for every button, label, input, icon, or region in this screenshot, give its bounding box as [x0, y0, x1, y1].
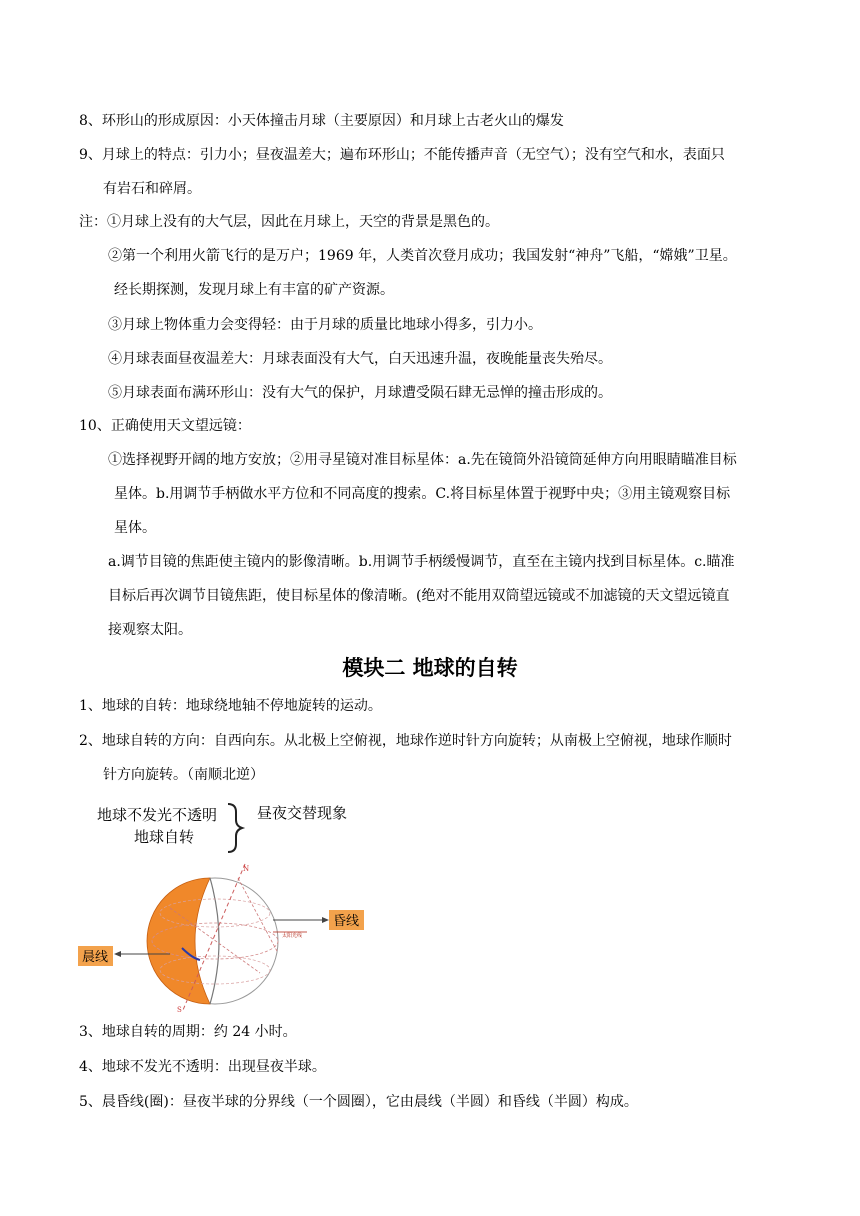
telescope-step1-line2: 星体。b.用调节手柄做水平方位和不同高度的搜索。C.将目标星体置于视野中央；③用主镜观察目标	[114, 486, 731, 502]
dusk-arrow-head	[322, 917, 329, 923]
note-1: 注：①月球上没有的大气层，因此在月球上，天空的背景是黑色的。	[79, 214, 499, 230]
telescope-step2-line1: a.调节目镜的焦距使主镜内的影像清晰。b.用调节手柄缓慢调节，直至在主镜内找到目标星体。c.瞄准	[108, 554, 735, 570]
rotation-item-1: 1、地球的自转：地球绕地轴不停地旋转的运动。	[79, 698, 382, 714]
dawn-arrow-head	[114, 951, 121, 957]
rotation-item-3: 3、地球自转的周期：约 24 小时。	[79, 1024, 297, 1040]
cause-label-2: 地球自转	[134, 828, 195, 846]
brace-icon	[228, 804, 242, 852]
dawn-label: 晨线	[82, 950, 109, 965]
telescope-step1-line3: 星体。	[114, 520, 156, 536]
item-10: 10、正确使用天文望远镜：	[79, 418, 251, 434]
rotation-item-4: 4、地球不发光不透明：出现昼夜半球。	[79, 1059, 326, 1075]
rotation-item-2-line2: 针方向旋转。（南顺北逆）	[103, 767, 264, 783]
day-night-diagram	[70, 798, 450, 1016]
result-label: 昼夜交替现象	[257, 804, 348, 822]
note-3: ③月球上物体重力会变得轻：由于月球的质量比地球小得多，引力小。	[108, 317, 542, 333]
item-9-line2: 有岩石和碎屑。	[103, 181, 201, 197]
item-8: 8、环形山的形成原因：小天体撞击月球（主要原因）和月球上古老火山的爆发	[79, 113, 564, 129]
dusk-label: 昏线	[333, 914, 360, 929]
note-2-line2: 经长期探测，发现月球上有丰富的矿产资源。	[114, 282, 394, 298]
earth-globe	[147, 864, 278, 1014]
sunlight-label: 太阳光线	[282, 933, 303, 939]
item-9-line1: 9、月球上的特点：引力小；昼夜温差大；遍布环形山；不能传播声音（无空气）；没有空气和水，表面只	[79, 147, 725, 163]
cause-label-1: 地球不发光不透明	[97, 806, 218, 824]
telescope-step1-line1: ①选择视野开阔的地方安放；②用寻星镜对准目标星体：a.先在镜筒外沿镜筒延伸方向用眼睛瞄准目标	[108, 452, 737, 468]
telescope-step2-line2: 目标后再次调节目镜焦距，使目标星体的像清晰。(绝对不能用双筒望远镜或不加滤镜的天文望远镜直	[108, 588, 730, 604]
rotation-item-5: 5、晨昏线(圈)：昼夜半球的分界线（一个圆圈），它由晨线（半圆）和昏线（半圆）构成。	[79, 1094, 638, 1110]
note-4: ④月球表面昼夜温差大：月球表面没有大气，白天迅速升温，夜晚能量丧失殆尽。	[108, 351, 612, 367]
north-label: N	[243, 865, 250, 873]
note-2-line1: ②第一个利用火箭飞行的是万户；1969 年，人类首次登月成功；我国发射“神舟”飞船，“嫦娥”卫星。	[108, 248, 737, 264]
note-5: ⑤月球表面布满环形山：没有大气的保护，月球遭受陨石肆无忌惮的撞击形成的。	[108, 385, 612, 401]
rotation-item-2-line1: 2、地球自转的方向：自西向东。从北极上空俯视，地球作逆时针方向旋转；从南极上空俯视，地球作顺时	[79, 733, 732, 749]
south-label: S	[177, 1006, 182, 1014]
section-title: 模块二 地球的自转	[342, 656, 518, 680]
telescope-step2-line3: 接观察太阳。	[108, 622, 192, 638]
